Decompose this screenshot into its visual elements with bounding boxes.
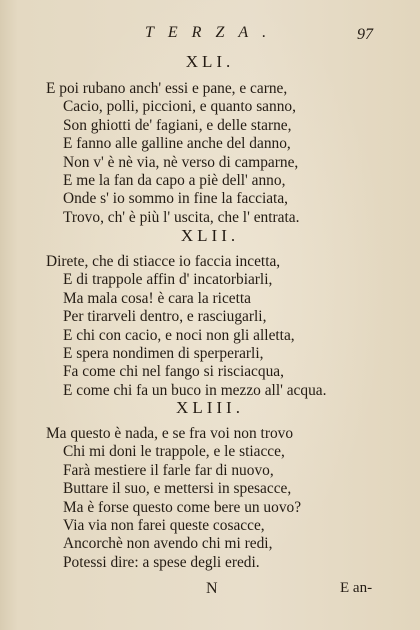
stanza-xli — [46, 80, 386, 227]
verse-line: Farà mestiere il farle far di nuovo, — [63, 461, 274, 479]
verse-line: E chi con cacio, e noci non gli alletta, — [63, 326, 295, 344]
running-title: TERZA. — [145, 24, 281, 41]
verse-line: E come chi fa un buco in mezzo all' acqua. — [63, 381, 327, 399]
verse-line: Trovo, ch' è più l' uscita, che l' entrata. — [63, 208, 300, 226]
stanza-xlii — [46, 253, 386, 400]
verse-line: E fanno alle galline anche del danno, — [63, 135, 291, 153]
verse-line: Chi mi doni le trappole, e le stiacce, — [63, 443, 285, 461]
verse-line: Non v' è nè via, nè verso di camparne, — [63, 153, 299, 171]
verse-line: Cacio, polli, piccioni, e quanto sanno, — [63, 98, 296, 116]
page-header — [0, 24, 420, 46]
verse-line: Potessi dire: a spese degli eredi. — [63, 553, 260, 571]
verse-line: Direte, che di stiacce io faccia incetta, — [46, 253, 281, 270]
signature-mark: N — [206, 580, 218, 597]
verse-line: E spera nondimen di sperperarli, — [63, 344, 264, 362]
verse-line: Per tirarveli dentro, e rasciugarli, — [63, 308, 267, 326]
verse-line: Ma è forse questo come bere un uovo? — [63, 498, 302, 516]
verse-line: Buttare il suo, e mettersi in spesacce, — [63, 480, 292, 498]
stanza-xliii — [46, 425, 386, 572]
page-number: 97 — [357, 26, 373, 43]
verse-line: Via via non farei queste cosacce, — [63, 516, 265, 534]
verse-line: E di trappole affin d' incatorbiarli, — [63, 271, 273, 289]
page-footer — [0, 580, 420, 602]
verse-line: Fa come chi nel fango si risciacqua, — [63, 363, 284, 381]
stanza-number: XLIII. — [176, 398, 244, 417]
stanza-number: XLI. — [185, 52, 235, 71]
verse-line: Ma mala cosa! è cara la ricetta — [63, 289, 251, 307]
verse-line: Ancorchè non avendo chi mi redi, — [63, 535, 273, 553]
verse-line: Onde s' io sommo in fine la facciata, — [63, 190, 289, 208]
verse-line: Son ghiotti de' fagiani, e delle starne, — [63, 116, 292, 134]
catchword: E an- — [340, 580, 373, 596]
verse-line: E me la fan da capo a piè dell' anno, — [63, 171, 286, 189]
verse-line: E poi rubano anch' essi e pane, e carne, — [46, 80, 288, 97]
verse-line: Ma questo è nada, e se fra voi non trovo — [46, 425, 294, 442]
stanza-number: XLII. — [180, 226, 240, 245]
